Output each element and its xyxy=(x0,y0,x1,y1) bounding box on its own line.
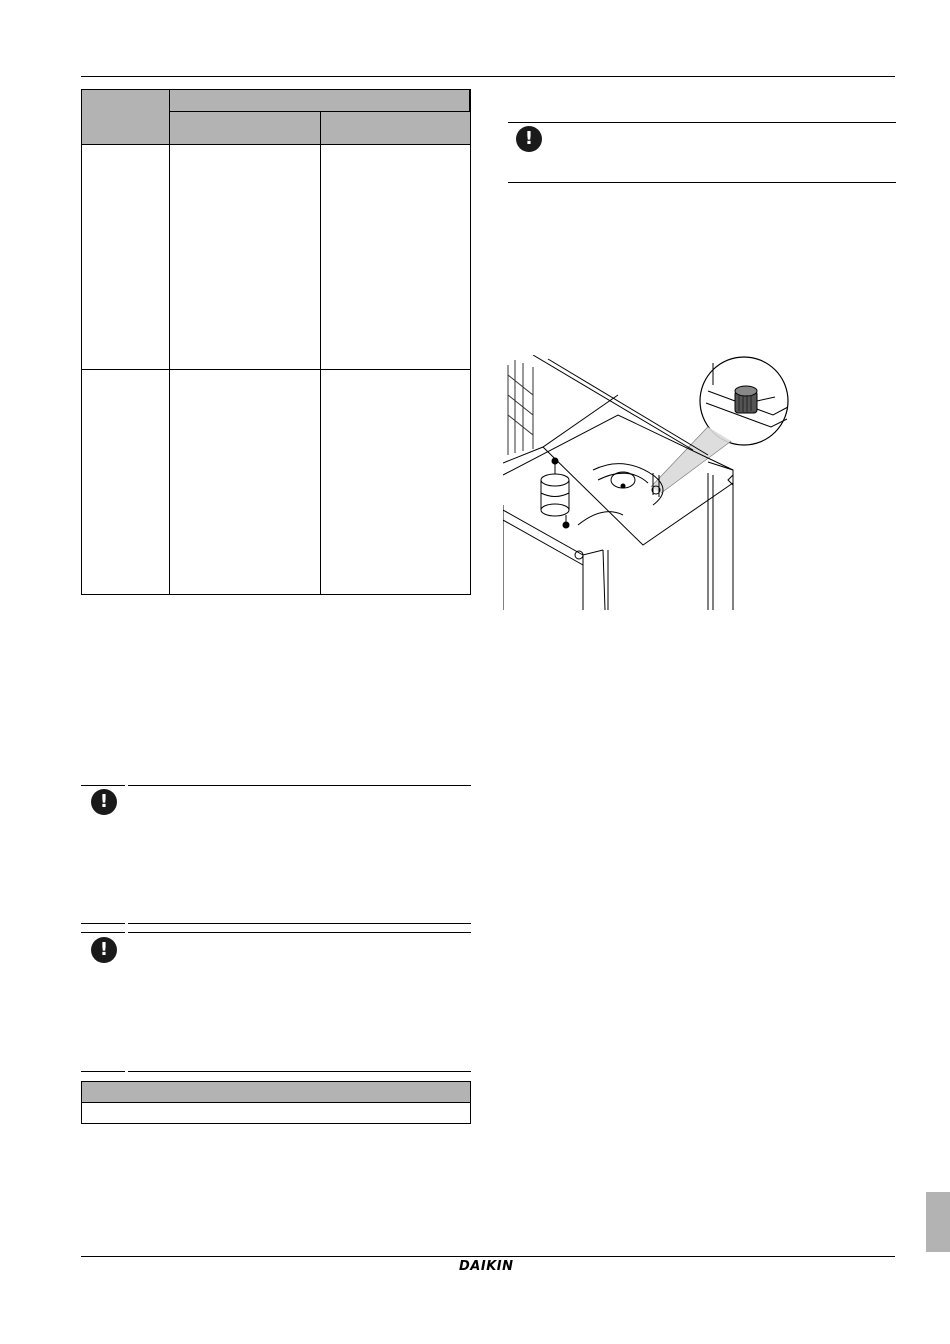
note-table-row xyxy=(82,1103,470,1123)
caution-1-bottom-rule-right xyxy=(128,923,471,924)
caution-1-bottom-rule-left xyxy=(81,923,125,924)
caution-1-top-rule-right xyxy=(128,785,471,786)
exclamation-circle-icon: ! xyxy=(91,937,117,963)
table-header-group xyxy=(170,90,470,112)
caution-1-top-rule-left xyxy=(81,785,125,786)
table-row-2-col3 xyxy=(321,370,470,594)
caution-2-bottom-rule-left xyxy=(81,1071,125,1072)
exclamation-circle-icon: ! xyxy=(91,789,117,815)
daikin-logo: DAIKIN xyxy=(459,1259,514,1274)
outdoor-unit-illustration xyxy=(503,355,795,615)
table-header-sub1 xyxy=(170,112,321,145)
header-rule xyxy=(81,76,895,77)
spec-table xyxy=(81,89,471,595)
section-side-tab xyxy=(926,1192,950,1252)
table-row-1-col2 xyxy=(170,145,321,370)
caution-3-top-rule xyxy=(508,122,896,123)
note-table xyxy=(81,1081,471,1124)
table-row-2-col2 xyxy=(170,370,321,594)
exclamation-circle-icon: ! xyxy=(516,126,542,152)
table-row-1-col3 xyxy=(321,145,470,370)
caution-2-bottom-rule-right xyxy=(128,1071,471,1072)
table-header-sub2 xyxy=(321,112,470,145)
table-row-1-col1 xyxy=(82,145,170,370)
footer-rule xyxy=(81,1256,895,1257)
caution-2-top-rule-right xyxy=(128,932,471,933)
table-row-2-col1 xyxy=(82,370,170,594)
note-table-header xyxy=(82,1082,470,1103)
table-header-col1 xyxy=(82,90,170,145)
caution-3-bottom-rule xyxy=(508,182,896,183)
caution-2-top-rule-left xyxy=(81,932,125,933)
